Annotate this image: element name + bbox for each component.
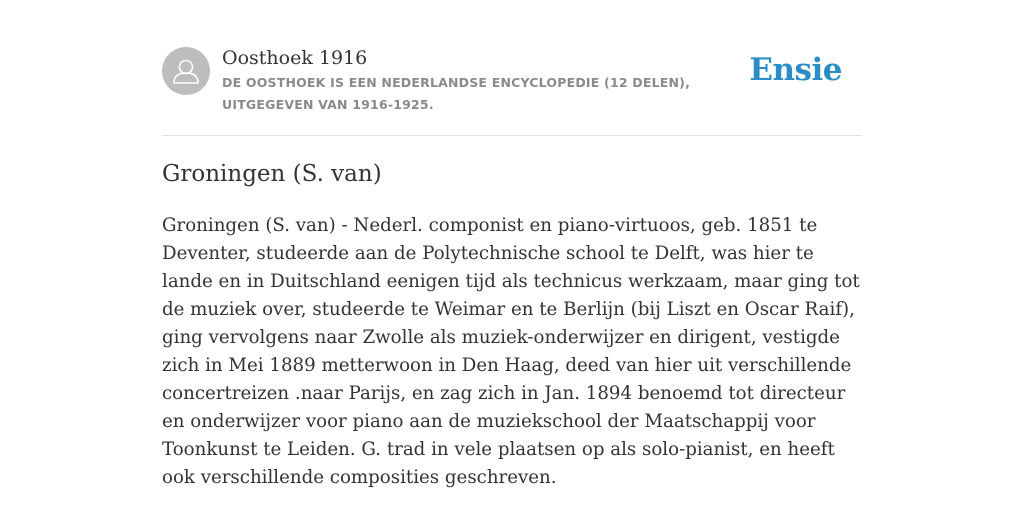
ensie-logo[interactable]: Ensie: [749, 52, 842, 88]
source-description: DE OOSTHOEK IS EEN NEDERLANDSE ENCYCLOPEDIE (12 DELEN), UITGEGEVEN VAN 1916-1925.: [222, 75, 691, 112]
entry-title: Groningen (S. van): [162, 161, 382, 187]
source-header: [162, 44, 862, 116]
user-icon[interactable]: [162, 47, 210, 95]
entry-body: Groningen (S. van) - Nederl. componist en piano-virtuoos, geb. 1851 te Deventer, studeerde aan de Polytechnische school te Delft, was hier te lande en in Duitschland eenigen tijd als technicus werkzaam, maar ging tot de muziek over, studeerde te Weimar en te Berlijn (bij Liszt en Oscar Raif), ging vervolgens naar Zwolle als muziek-onderwijzer en dirigent, vestigde zich in Mei 1889 metterwoon in Den Haag, deed van hier uit verschillende concertreizen .naar Parijs, en zag zich in Jan. 1894 benoemd tot directeur en onderwijzer voor piano aan de muziekschool der Maatschappij voor Toonkunst te Leiden. G. trad in vele plaatsen op als solo-pianist, en heeft ook verschillende composities geschreven.: [162, 215, 860, 488]
divider: [162, 135, 862, 136]
source-name[interactable]: Oosthoek 1916: [222, 47, 368, 69]
